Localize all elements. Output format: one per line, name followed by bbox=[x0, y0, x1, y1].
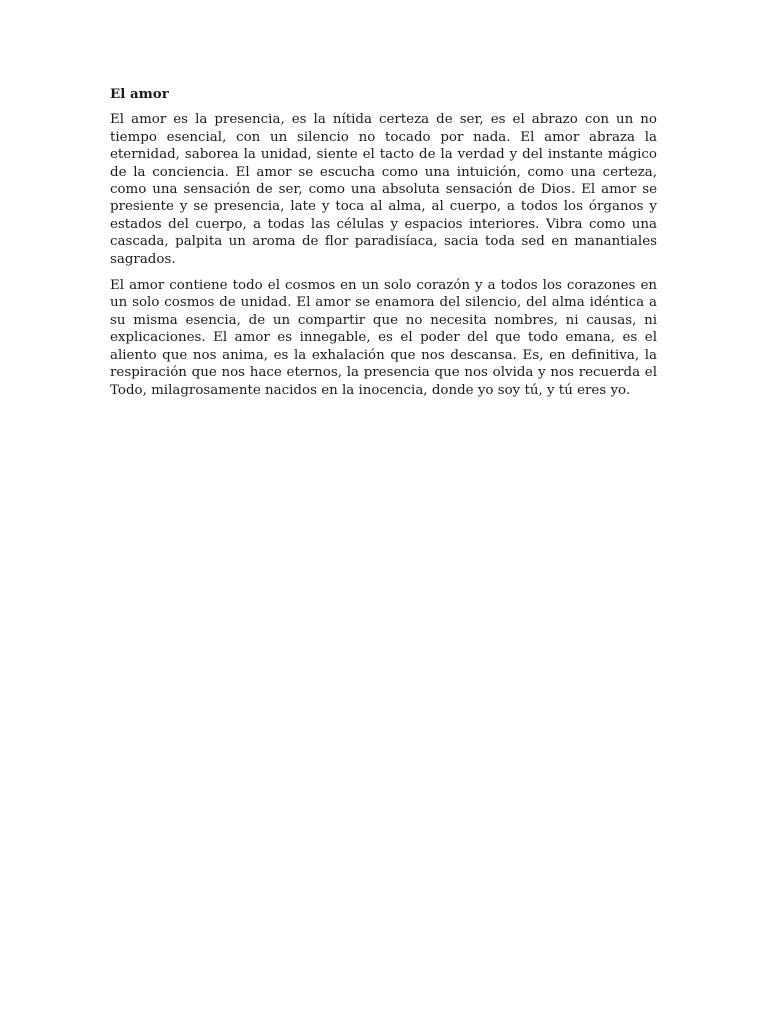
document-body bbox=[110, 86, 657, 408]
document-title: El amor bbox=[110, 86, 169, 102]
paragraph-2: El amor contiene todo el cosmos en un solo corazón y a todos los corazones en un solo cosmos de unidad. El amor se enamora del silencio, del alma idéntica a su misma esencia, de un compartir que no necesita nombres, ni causas, ni explicaciones. El amor es innegable, es el poder del que todo emana, es el aliento que nos anima, es la exhalación que nos descansa. Es, en definitiva, la respiración que nos hace eternos, la presencia que nos olvida y nos recuerda el Todo, milagrosamente nacidos en la inocencia, donde yo soy tú, y tú eres yo. bbox=[110, 278, 657, 398]
paragraph-1: El amor es la presencia, es la nítida certeza de ser, es el abrazo con un no tiempo esencial, con un silencio no tocado por nada. El amor abraza la eternidad, saborea la unidad, siente el tacto de la verdad y del instante mágico de la conciencia. El amor se escucha como una intuición, como una certeza, como una sensación de ser, como una absoluta sensación de Dios. El amor se presiente y se presencia, late y toca al alma, al cuerpo, a todos los órganos y estados del cuerpo, a todas las células y espacios interiores. Vibra como una cascada, palpita un aroma de flor paradisíaca, sacia toda sed en manantiales sagrados. bbox=[110, 112, 657, 267]
